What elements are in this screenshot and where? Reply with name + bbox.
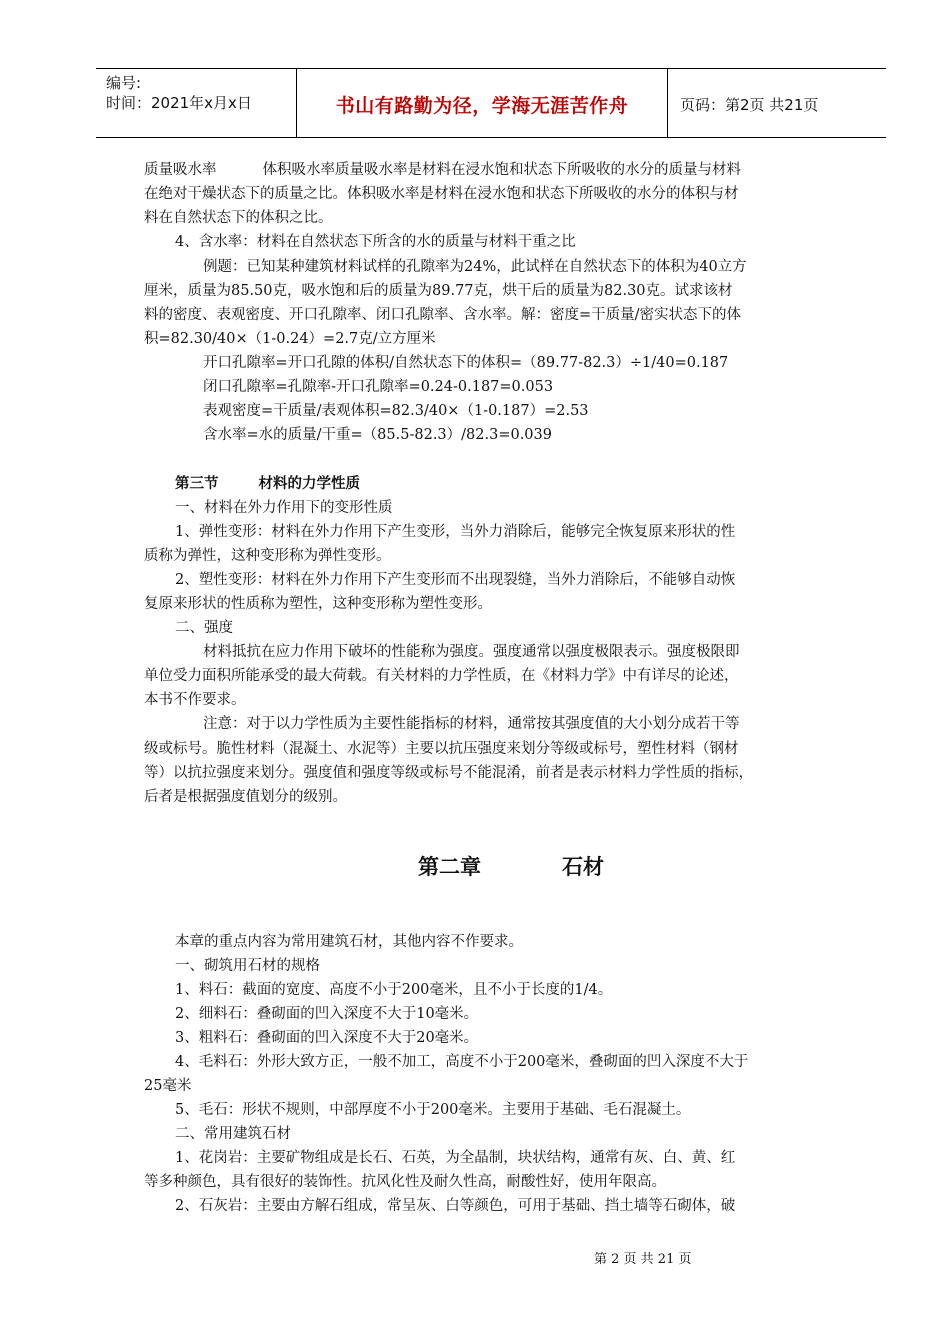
paragraph-absorption-line3: 料在自然状态下的体积之比。	[144, 210, 333, 226]
chapter2-heading1: 一、砌筑用石材的规格	[175, 958, 320, 974]
formula-moisture: 含水率=水的质量/干重=（85.5-82.3）/82.3=0.039	[203, 427, 552, 443]
header-page-cell	[668, 69, 886, 137]
plastic-line2: 复原来形状的性质称为塑性，这种变形称为塑性变形。	[144, 596, 492, 612]
serial-label: 编号:	[106, 74, 142, 92]
elastic-line2: 质称为弹性，这种变形称为弹性变形。	[144, 548, 391, 564]
item-rough-dressed-stone: 3、粗料石：叠砌面的凹入深度不大于20毫米。	[175, 1030, 479, 1046]
chapter2-heading2: 二、常用建筑石材	[175, 1126, 291, 1142]
note-line4: 后者是根据强度值划分的级别。	[144, 789, 347, 805]
absorb-definition: 体积吸水率质量吸水率是材料在浸水饱和状态下所吸收的水分的质量与材料	[262, 162, 741, 178]
plastic-line1: 2、塑性变形：材料在外力作用下产生变形而不出现裂缝，当外力消除后，不能够自动恢	[175, 572, 736, 588]
strength-line1: 材料抵抗在应力作用下破坏的性能称为强度。强度通常以强度极限表示。强度极限即	[203, 644, 740, 660]
note-line3: 等）以抗拉强度来划分。强度值和强度等级或标号不能混淆，前者是表示材料力学性质的指标，	[144, 765, 753, 781]
paragraph-absorption-line1	[144, 158, 834, 182]
strength-line2: 单位受力面积所能承受的最大荷载。有关材料的力学性质，在《材料力学》中有详尽的论述，	[144, 668, 739, 684]
chapter2-number: 第二章	[418, 855, 481, 879]
example-line2: 厘米，质量为85.50克，吸水饱和后的质量为89.77克，烘干后的质量为82.30克。试求该材	[144, 283, 733, 299]
formula-open-porosity: 开口孔隙率=开口孔隙的体积/自然状态下的体积=（89.77-82.3）÷1/40=0.187	[203, 355, 729, 371]
strength-line3: 本书不作要求。	[144, 692, 246, 708]
note-line1: 注意：对于以力学性质为主要性能指标的材料，通常按其强度值的大小划分成若干等	[203, 716, 740, 732]
formula-apparent-density: 表观密度=干质量/表观体积=82.3/40×（1-0.187）=2.53	[203, 403, 589, 419]
section3-heading2: 二、强度	[175, 620, 233, 636]
example-line3: 料的密度、表观密度、开口孔隙率、闭口孔隙率、含水率。解：密度=干质量/密实状态下的体	[144, 307, 742, 323]
item-rough-stone-line2: 25毫米	[144, 1078, 192, 1094]
section3-heading1: 一、材料在外力作用下的变形性质	[175, 500, 393, 516]
moisture-heading: 4、含水率：材料在自然状态下所含的水的质量与材料干重之比	[175, 234, 576, 250]
page-footer: 第 2 页 共 21 页	[594, 1252, 692, 1267]
section3-number: 第三节	[175, 476, 219, 492]
header-meta-cell	[96, 69, 297, 137]
header-motto: 书山有路勤为径，学海无涯苦作舟	[335, 95, 629, 117]
absorb-term: 质量吸水率	[144, 162, 217, 178]
note-line2: 级或标号。脆性材料（混凝土、水泥等）主要以抗压强度来划分等级或标号，塑性材料（钢材	[144, 741, 739, 757]
header-motto-cell	[297, 69, 668, 137]
page-header	[96, 68, 886, 138]
example-line4: 积=82.30/40×（1-0.24）=2.7克/立方厘米	[144, 331, 436, 347]
chapter2-name: 石材	[562, 855, 604, 879]
section3-title	[175, 472, 865, 496]
item-rough-stone-line1: 4、毛料石：外形大致方正，一般不加工，高度不小于200毫米，叠砌面的凹入深度不大于	[175, 1054, 749, 1070]
time-label: 时间：2021年x月x日	[106, 94, 252, 112]
elastic-line1: 1、弹性变形：材料在外力作用下产生变形，当外力消除后，能够完全恢复原来形状的性	[175, 524, 736, 540]
item-dressed-stone: 1、料石：截面的宽度、高度不小于200毫米，且不小于长度的1/4。	[175, 982, 613, 998]
header-page-info: 页码：第2页 共21页	[680, 96, 819, 114]
item-rubble: 5、毛石：形状不规则，中部厚度不小于200毫米。主要用于基础、毛石混凝土。	[175, 1102, 691, 1118]
chapter2-intro: 本章的重点内容为常用建筑石材，其他内容不作要求。	[175, 934, 523, 950]
paragraph-absorption-line2: 在绝对干燥状态下的质量之比。体积吸水率是材料在浸水饱和状态下所吸收的水分的体积与材	[144, 186, 739, 202]
granite-line2: 等多种颜色，具有很好的装饰性。抗风化性及耐久性高，耐酸性好，使用年限高。	[144, 1174, 666, 1190]
formula-closed-porosity: 闭口孔隙率=孔隙率-开口孔隙率=0.24-0.187=0.053	[203, 379, 554, 395]
example-line1: 例题：已知某种建筑材料试样的孔隙率为24%，此试样在自然状态下的体积为40立方	[203, 259, 747, 275]
granite-line1: 1、花岗岩：主要矿物组成是长石、石英，为全晶制，块状结构，通常有灰、白、黄、红	[175, 1150, 736, 1166]
limestone-line1: 2、石灰岩：主要由方解石组成，常呈灰、白等颜色，可用于基础、挡土墙等石砌体，破	[175, 1198, 736, 1214]
section3-name: 材料的力学性质	[258, 476, 360, 492]
item-fine-dressed-stone: 2、细料石：叠砌面的凹入深度不大于10毫米。	[175, 1006, 479, 1022]
